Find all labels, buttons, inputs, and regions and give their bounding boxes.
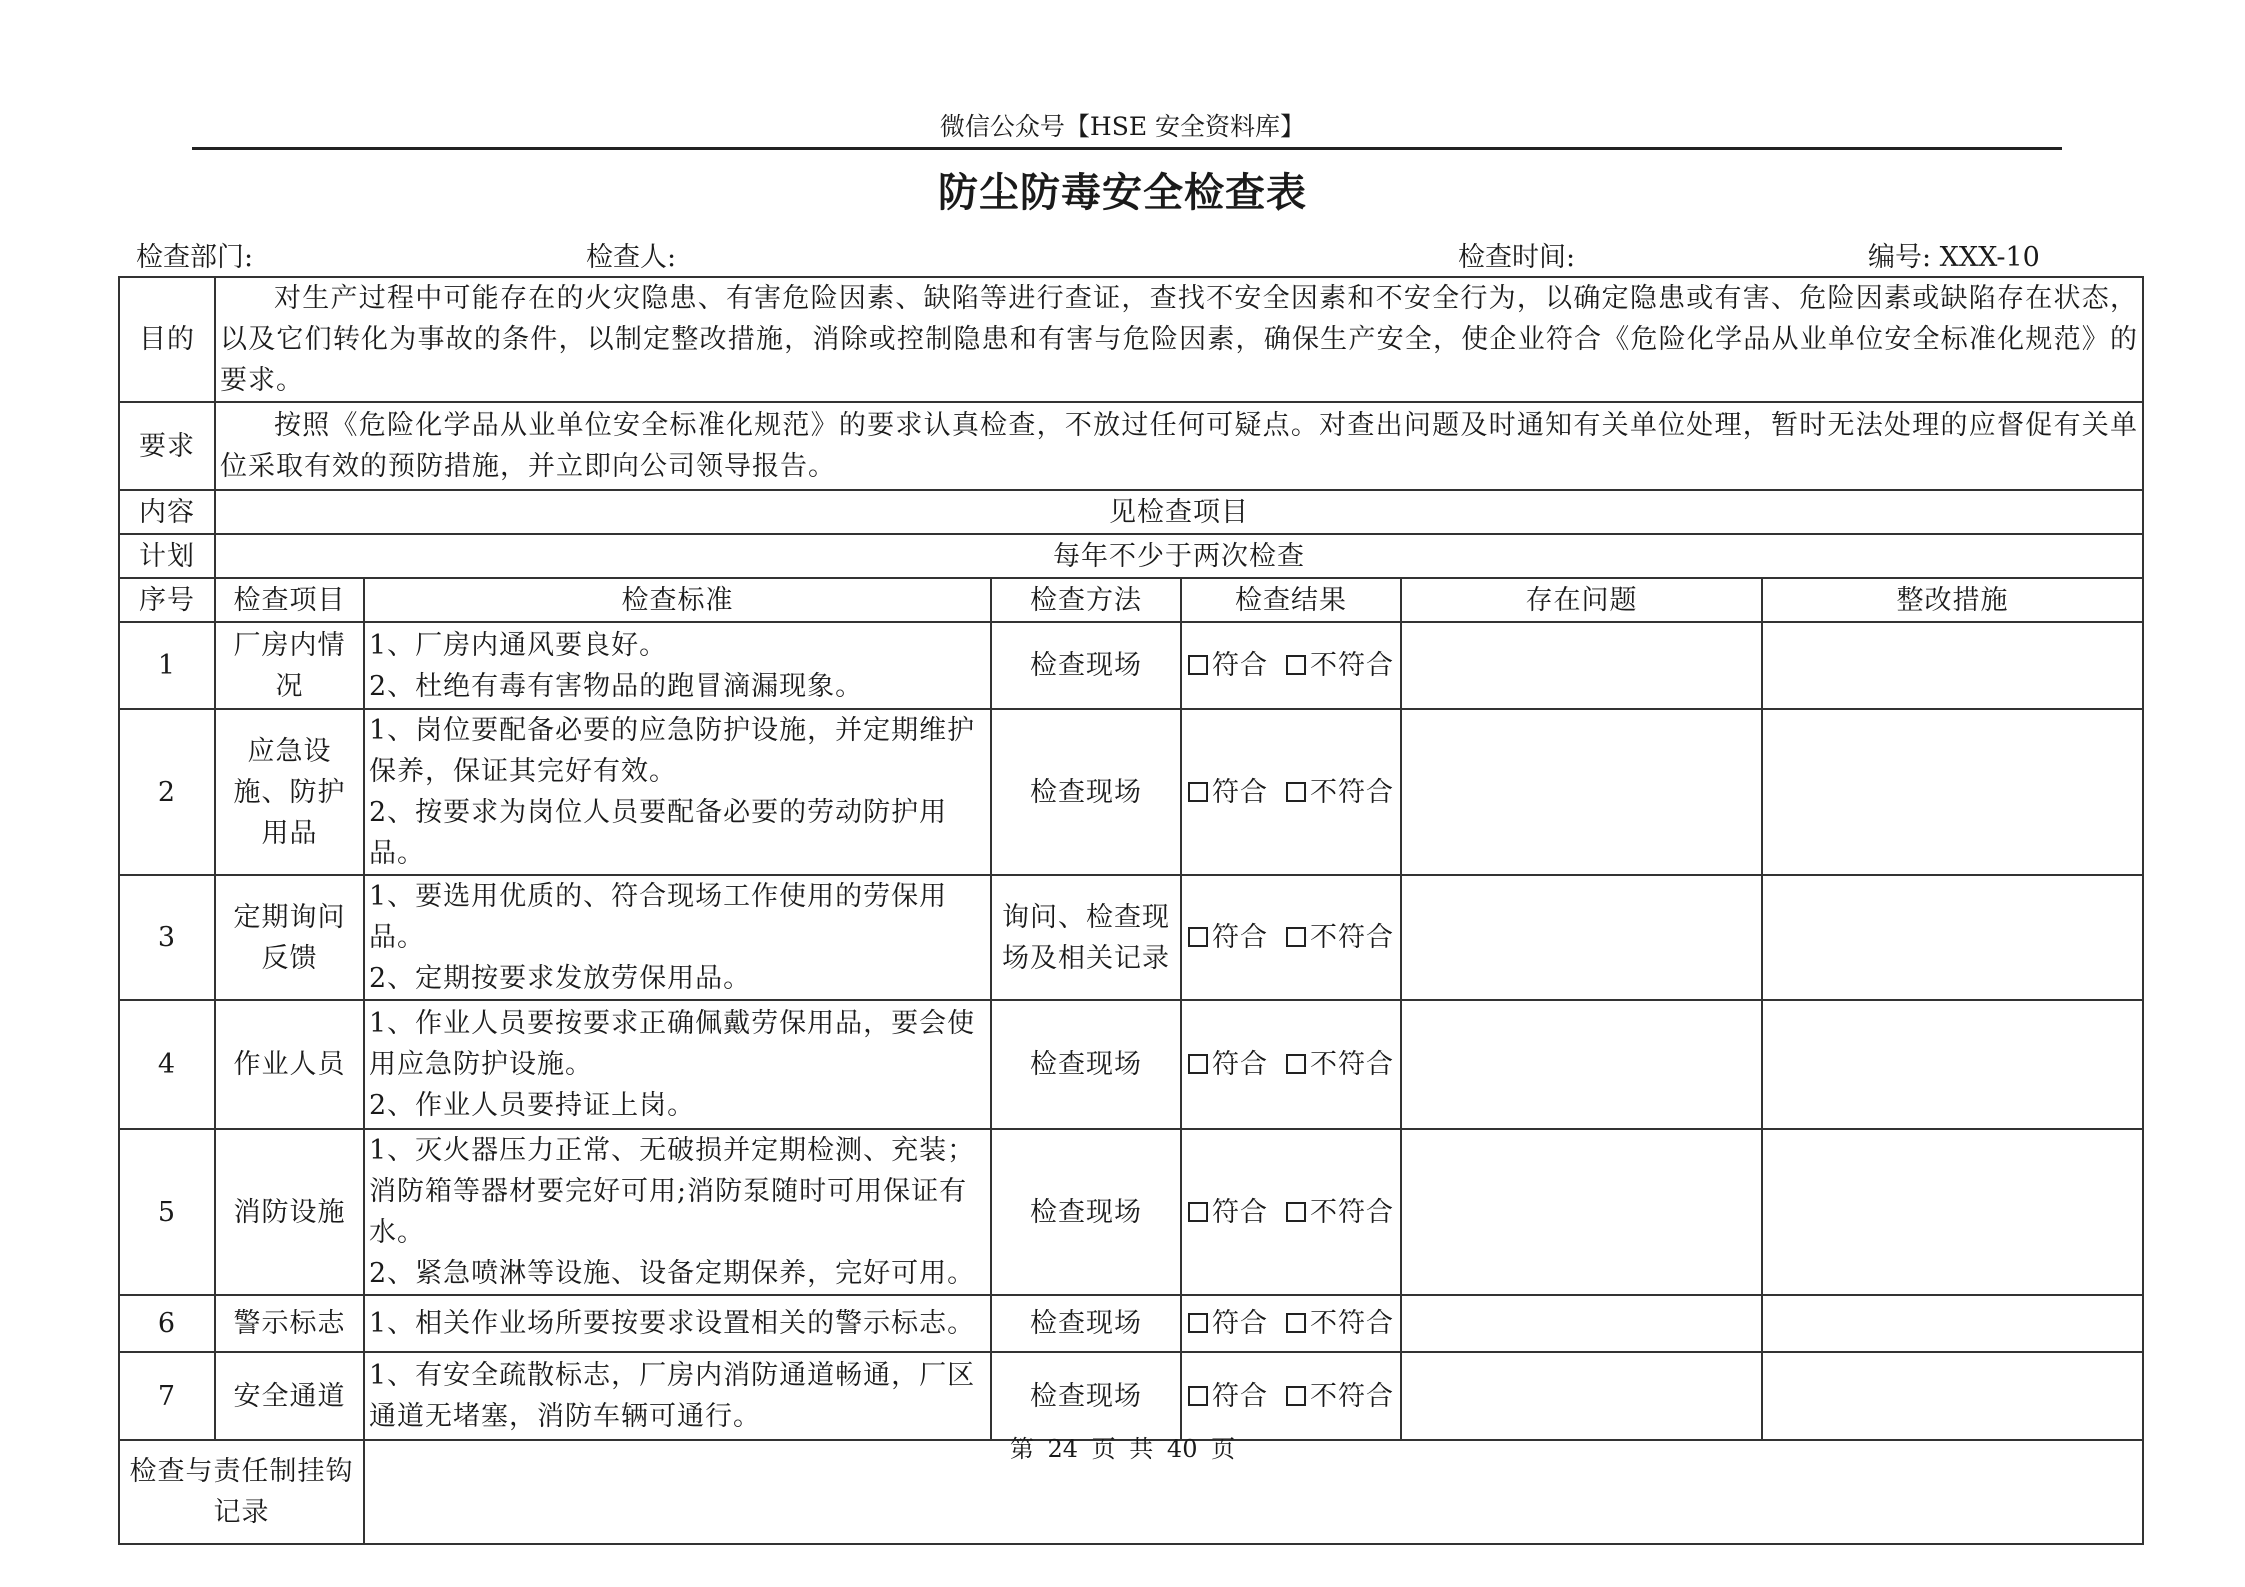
pass-label: 符合 [1212,776,1268,808]
row-problem[interactable] [1401,709,1762,875]
standard-line: 2、紧急喷淋等设施、设备定期保养，完好可用。 [369,1258,976,1289]
row-problem[interactable] [1401,1000,1762,1129]
row-number: 7 [119,1352,215,1440]
pass-checkbox[interactable] [1188,1386,1208,1406]
dept-label: 检查部门: [136,242,254,273]
fail-checkbox[interactable] [1286,1313,1306,1333]
pass-checkbox[interactable] [1188,1202,1208,1222]
standard-line: 1、有安全疏散标志，厂房内消防通道畅通，厂区通道无堵塞，消防车辆可通行。 [369,1360,976,1432]
pass-label: 符合 [1212,1049,1268,1080]
inspection-table [118,276,2144,1545]
pass-checkbox[interactable] [1188,1054,1208,1074]
row-standard [364,875,991,1000]
standard-line: 1、岗位要配备必要的应急防护设施，并定期维护保养，保证其完好有效。 [369,715,976,787]
standard-line: 1、作业人员要按要求正确佩戴劳保用品，要会使用应急防护设施。 [369,1008,976,1080]
row-item: 消防设施 [215,1129,364,1295]
plan-row [119,534,2143,578]
pass-label: 符合 [1212,650,1268,681]
row-method: 检查现场 [991,709,1181,875]
purpose-label: 目的 [119,277,215,402]
pass-checkbox[interactable] [1188,927,1208,947]
row-item: 厂房内情况 [215,622,364,709]
fail-checkbox[interactable] [1286,1054,1306,1074]
col-header-method: 检查方法 [991,578,1181,622]
page-title: 防尘防毒安全检查表 [938,169,1307,216]
row-rectification[interactable] [1762,1129,2143,1295]
row-problem[interactable] [1401,875,1762,1000]
requirement-label: 要求 [119,402,215,490]
row-result [1181,1352,1401,1440]
page-footer: 第 24 页 共 40 页 [1009,1435,1236,1463]
table-row [119,1000,2143,1129]
col-header-result: 检查结果 [1181,578,1401,622]
row-rectification[interactable] [1762,875,2143,1000]
pass-label: 符合 [1212,1308,1268,1339]
row-item: 安全通道 [215,1352,364,1440]
row-standard [364,622,991,709]
row-number: 2 [119,709,215,875]
fail-label: 不符合 [1310,650,1394,681]
plan-label: 计划 [119,534,215,578]
row-number: 4 [119,1000,215,1129]
standard-line: 2、定期按要求发放劳保用品。 [369,963,752,994]
pass-label: 符合 [1212,1380,1268,1412]
fail-checkbox[interactable] [1286,1386,1306,1406]
row-method: 检查现场 [991,1000,1181,1129]
row-method: 检查现场 [991,1129,1181,1295]
row-item: 警示标志 [215,1295,364,1352]
row-result [1181,875,1401,1000]
row-problem[interactable] [1401,1129,1762,1295]
row-item: 应急设施、防护用品 [215,709,364,875]
table-row [119,1129,2143,1295]
row-number: 1 [119,622,215,709]
time-label: 检查时间: [1458,242,1576,273]
fail-checkbox[interactable] [1286,927,1306,947]
row-standard [364,709,991,875]
col-header-rectification: 整改措施 [1762,578,2143,622]
standard-line: 2、杜绝有毒有害物品的跑冒滴漏现象。 [369,670,864,702]
requirement-text: 按照《危险化学品从业单位安全标准化规范》的要求认真检查，不放过任何可疑点。对查出问题及时通知有关单位处理，暂时无法处理的应督促有关单位采取有效的预防措施，并立即向公司领导报告。 [215,402,2143,490]
table-row [119,622,2143,709]
row-number: 5 [119,1129,215,1295]
fail-checkbox[interactable] [1286,655,1306,675]
row-rectification[interactable] [1762,1352,2143,1440]
purpose-row [119,277,2143,402]
fail-label: 不符合 [1310,1049,1394,1080]
row-result [1181,1295,1401,1352]
row-standard [364,1129,991,1295]
fail-label: 不符合 [1310,1380,1394,1412]
column-header-row [119,578,2143,622]
row-result [1181,709,1401,875]
form-number: 编号: XXX-10 [1868,242,2040,273]
row-result [1181,1129,1401,1295]
row-rectification[interactable] [1762,622,2143,709]
row-result [1181,1000,1401,1129]
row-rectification[interactable] [1762,1295,2143,1352]
row-number: 3 [119,875,215,1000]
standard-line: 1、灭火器压力正常、无破损并定期检测、充装；消防箱等器材要完好可用;消防泵随时可用保证有水。 [369,1135,976,1248]
plan-text: 每年不少于两次检查 [215,534,2143,578]
content-row [119,490,2143,534]
row-method: 检查现场 [991,1352,1181,1440]
row-method: 检查现场 [991,622,1181,709]
row-item: 定期询问反馈 [215,875,364,1000]
row-method: 询问、检查现场及相关记录 [991,875,1181,1000]
row-method: 检查现场 [991,1295,1181,1352]
row-rectification[interactable] [1762,1000,2143,1129]
inspector-label: 检查人: [586,242,677,273]
fail-checkbox[interactable] [1286,1202,1306,1222]
standard-line: 2、作业人员要持证上岗。 [369,1090,696,1121]
row-result [1181,622,1401,709]
content-text: 见检查项目 [215,490,2143,534]
pass-checkbox[interactable] [1188,655,1208,675]
record-label: 检查与责任制挂钩记录 [119,1440,364,1544]
fail-checkbox[interactable] [1286,782,1306,802]
fail-label: 不符合 [1310,1308,1394,1339]
table-row [119,1352,2143,1440]
content-label: 内容 [119,490,215,534]
page-header: 微信公众号【HSE 安全资料库】 [939,112,1306,141]
col-header-no: 序号 [119,578,215,622]
standard-line: 1、要选用优质的、符合现场工作使用的劳保用品。 [369,881,948,953]
standard-line: 1、厂房内通风要良好。 [369,629,668,661]
fail-label: 不符合 [1310,776,1394,808]
pass-checkbox[interactable] [1188,782,1208,802]
requirement-row [119,402,2143,490]
standard-line: 1、相关作业场所要按要求设置相关的警示标志。 [369,1308,976,1339]
fail-label: 不符合 [1310,922,1394,953]
row-rectification[interactable] [1762,709,2143,875]
header-divider [192,147,2062,150]
row-standard [364,1000,991,1129]
row-item: 作业人员 [215,1000,364,1129]
col-header-problem: 存在问题 [1401,578,1762,622]
table-row [119,875,2143,1000]
row-problem[interactable] [1401,1352,1762,1440]
col-header-standard: 检查标准 [364,578,991,622]
table-row [119,1295,2143,1352]
pass-label: 符合 [1212,922,1268,953]
pass-checkbox[interactable] [1188,1313,1208,1333]
col-header-item: 检查项目 [215,578,364,622]
row-problem[interactable] [1401,622,1762,709]
row-problem[interactable] [1401,1295,1762,1352]
standard-line: 2、按要求为岗位人员要配备必要的劳动防护用品。 [369,797,948,869]
table-row [119,709,2143,875]
row-number: 6 [119,1295,215,1352]
row-standard [364,1352,991,1440]
row-standard [364,1295,991,1352]
purpose-text: 对生产过程中可能存在的火灾隐患、有害危险因素、缺陷等进行查证，查找不安全因素和不安全行为，以确定隐患或有害、危险因素或缺陷存在状态，以及它们转化为事故的条件，以制定整改措施，消除或控制隐患和有害与危险因素，确保生产安全，使企业符合《危险化学品从业单位安全标准化规范》的要求。 [215,277,2143,402]
fail-label: 不符合 [1310,1196,1394,1228]
pass-label: 符合 [1212,1196,1268,1228]
